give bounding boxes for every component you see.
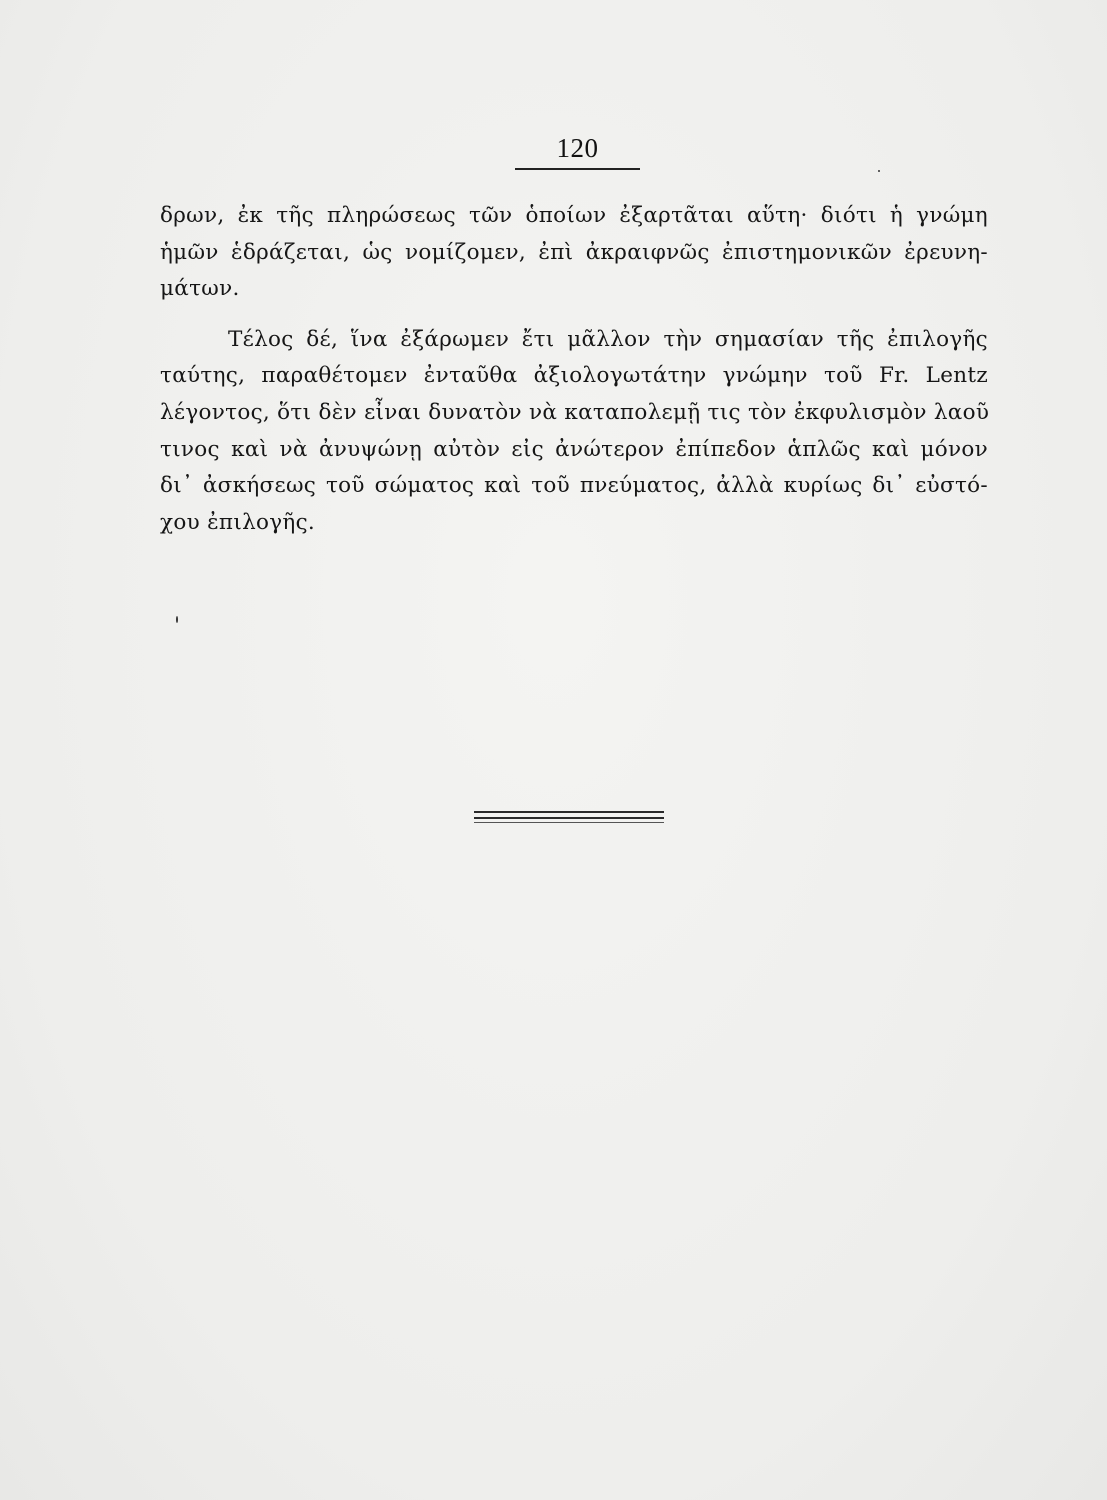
end-rule-line	[474, 811, 664, 813]
text-line: τινος καὶ νὰ ἀνυψώνῃ αὐτὸν εἰς ἀνώτερον ἐπίπεδον ἁπλῶς καὶ μόνον	[160, 436, 988, 462]
body-text	[160, 198, 988, 541]
text-line: δι᾽ ἀσκήσεως τοῦ σώματος καὶ τοῦ πνεύματος, ἀλλὰ κυρίως δι᾽ εὐστό-	[160, 473, 988, 499]
page-header	[515, 132, 640, 170]
text-line: λέγοντος, ὅτι δὲν εἶναι δυνατὸν νὰ καταπολεμῇ τις τὸν ἐκφυλισμὸν λαοῦ	[160, 399, 990, 425]
text-line: ἡμῶν ἑδράζεται, ὡς νομίζομεν, ἐπὶ ἀκραιφνῶς ἐπιστημονικῶν ἐρευνη-	[160, 239, 988, 265]
paragraph-2	[160, 322, 988, 542]
page-number: 120	[556, 133, 599, 163]
chapter-end-rule	[474, 811, 664, 823]
text-line: χου ἐπιλογῆς.	[160, 509, 316, 535]
end-rule-line	[474, 817, 664, 819]
header-rule	[515, 168, 640, 170]
paper-speck	[176, 616, 178, 623]
text-line: μάτων.	[160, 276, 240, 302]
paragraph-1	[160, 198, 988, 308]
paragraph-spacer	[160, 308, 988, 322]
paper-speck	[878, 170, 880, 172]
text-line: ταύτης, παραθέτομεν ἐνταῦθα ἀξιολογωτάτην γνώμην τοῦ Fr. Lentz	[160, 363, 988, 389]
end-rule-line	[474, 822, 664, 823]
text-line: Τέλος δέ, ἵνα ἐξάρωμεν ἔτι μᾶλλον τὴν σημασίαν τῆς ἐπιλογῆς	[228, 326, 988, 352]
text-line: δρων, ἐκ τῆς πληρώσεως τῶν ὁποίων ἐξαρτᾶται αὕτη· διότι ἡ γνώμη	[160, 203, 988, 228]
